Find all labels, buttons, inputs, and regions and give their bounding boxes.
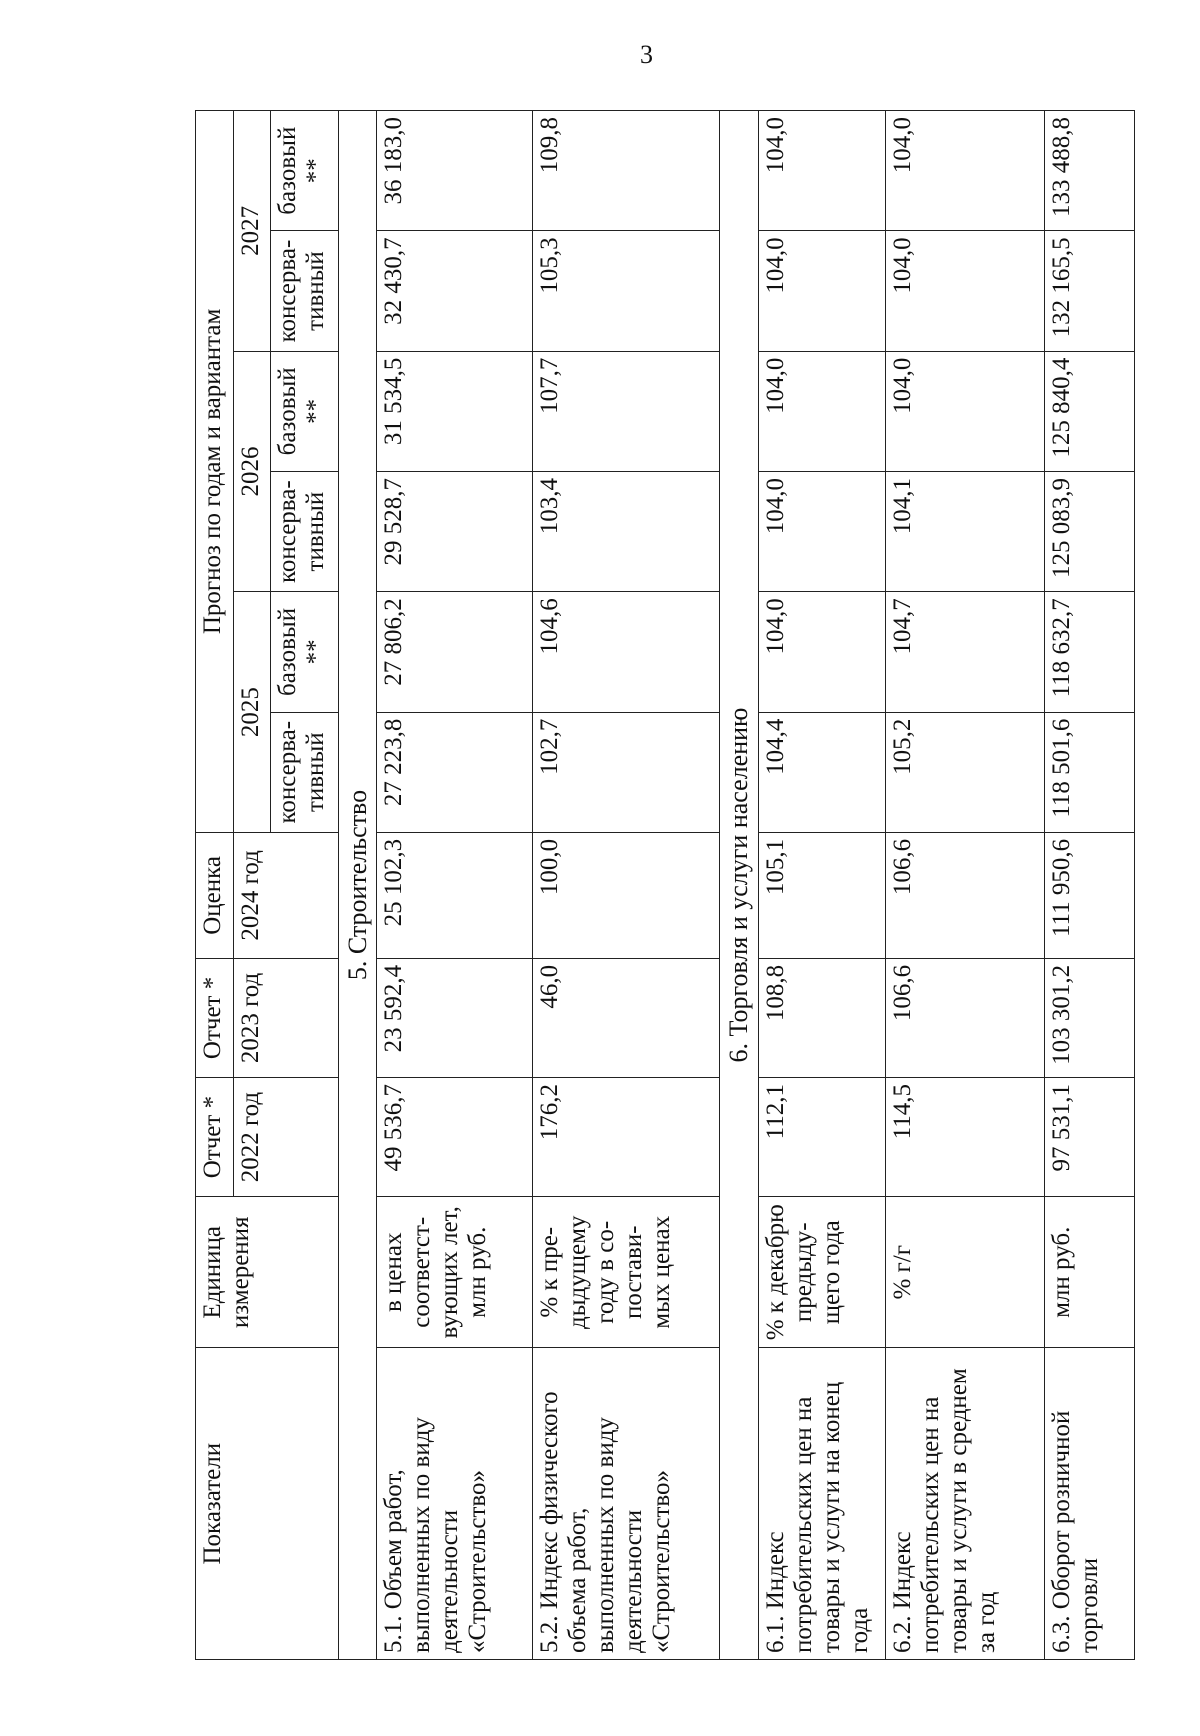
header-year-2026: 2026 [233,351,271,592]
value-2022: 112,1 [758,1078,886,1197]
header-report-2023: Отчет * [196,958,234,1077]
value-2024: 111 950,6 [1044,832,1134,958]
value-2025-base: 104,7 [886,592,1045,712]
unit-cell: % г/г [886,1197,1045,1348]
value-2025-base: 27 806,2 [377,592,532,712]
header-year-2025: 2025 [233,592,271,833]
header-2027-base: базовый ** [271,111,339,231]
value-2027-base: 133 488,8 [1044,111,1134,231]
header-year-2022: 2022 год [233,1078,338,1197]
forecast-table-rotated [195,110,1135,1660]
forecast-table [195,110,1135,1660]
value-2026-conservative: 104,0 [758,471,886,591]
header-2025-conservative: консерва-тивный [271,712,339,832]
unit-cell: % к пре-дыдущему году в со-постави-мых ценах [532,1197,720,1348]
value-2025-base: 104,0 [758,592,886,712]
value-2025-base: 118 632,7 [1044,592,1134,712]
value-2026-conservative: 104,1 [886,471,1045,591]
indicator-name: 5.1. Объем работ, выполненных по виду деятельности «Строительство» [377,1348,532,1660]
value-2023: 23 592,4 [377,958,532,1077]
header-year-2024: 2024 год [233,832,338,958]
value-2027-conservative: 132 165,5 [1044,231,1134,351]
value-2025-base: 104,6 [532,592,720,712]
header-2025-base: базовый ** [271,592,339,712]
value-2025-conservative: 104,4 [758,712,886,832]
value-2027-conservative: 32 430,7 [377,231,532,351]
value-2026-base: 107,7 [532,351,720,471]
header-2027-conservative: консерва-тивный [271,231,339,351]
value-2024: 105,1 [758,832,886,958]
table-row [532,111,720,1660]
value-2027-conservative: 104,0 [758,231,886,351]
value-2025-conservative: 118 501,6 [1044,712,1134,832]
header-indicator: Показатели [196,1348,339,1660]
value-2024: 100,0 [532,832,720,958]
indicator-name: 6.2. Индекс потребительских цен на товары и услуги в среднем за год [886,1348,1045,1660]
value-2026-conservative: 103,4 [532,471,720,591]
header-unit: Единица измерения [196,1197,339,1348]
value-2023: 103 301,2 [1044,958,1134,1077]
value-2027-base: 104,0 [886,111,1045,231]
table-row [377,111,532,1660]
header-2026-base: базовый ** [271,351,339,471]
header-estimate: Оценка [196,832,234,958]
value-2022: 176,2 [532,1078,720,1197]
indicator-name: 5.2. Индекс физического объема работ, выполненных по виду деятельности «Строительство» [532,1348,720,1660]
value-2026-conservative: 125 083,9 [1044,471,1134,591]
value-2023: 108,8 [758,958,886,1077]
value-2025-conservative: 102,7 [532,712,720,832]
value-2026-base: 104,0 [886,351,1045,471]
value-2027-base: 109,8 [532,111,720,231]
section-title: 6. Торговля и услуги населению [720,111,759,1660]
page-number: 3 [640,40,653,69]
unit-cell: % к декабрю предыду-щего года [758,1197,886,1348]
table-row [886,111,1045,1660]
header-2026-conservative: консерва-тивный [271,471,339,591]
indicator-name: 6.1. Индекс потребительских цен на товары и услуги на конец года [758,1348,886,1660]
value-2026-conservative: 29 528,7 [377,471,532,591]
header-forecast: Прогноз по годам и вариантам [196,111,234,833]
value-2023: 106,6 [886,958,1045,1077]
indicator-name: 6.3. Оборот розничной торговли [1044,1348,1134,1660]
value-2024: 106,6 [886,832,1045,958]
value-2027-conservative: 105,3 [532,231,720,351]
unit-cell: млн руб. [1044,1197,1134,1348]
value-2027-base: 36 183,0 [377,111,532,231]
value-2023: 46,0 [532,958,720,1077]
header-year-2023: 2023 год [233,958,338,1077]
section-title: 5. Строительство [338,111,377,1660]
value-2022: 49 536,7 [377,1078,532,1197]
value-2022: 97 531,1 [1044,1078,1134,1197]
value-2026-base: 31 534,5 [377,351,532,471]
value-2026-base: 104,0 [758,351,886,471]
value-2024: 25 102,3 [377,832,532,958]
value-2026-base: 125 840,4 [1044,351,1134,471]
unit-cell: в ценах соответст-вующих лет, млн руб. [377,1197,532,1348]
value-2027-conservative: 104,0 [886,231,1045,351]
header-report-2022: Отчет * [196,1078,234,1197]
table-row [758,111,886,1660]
value-2027-base: 104,0 [758,111,886,231]
value-2022: 114,5 [886,1078,1045,1197]
value-2025-conservative: 27 223,8 [377,712,532,832]
header-year-2027: 2027 [233,111,271,352]
value-2025-conservative: 105,2 [886,712,1045,832]
table-row [1044,111,1134,1660]
